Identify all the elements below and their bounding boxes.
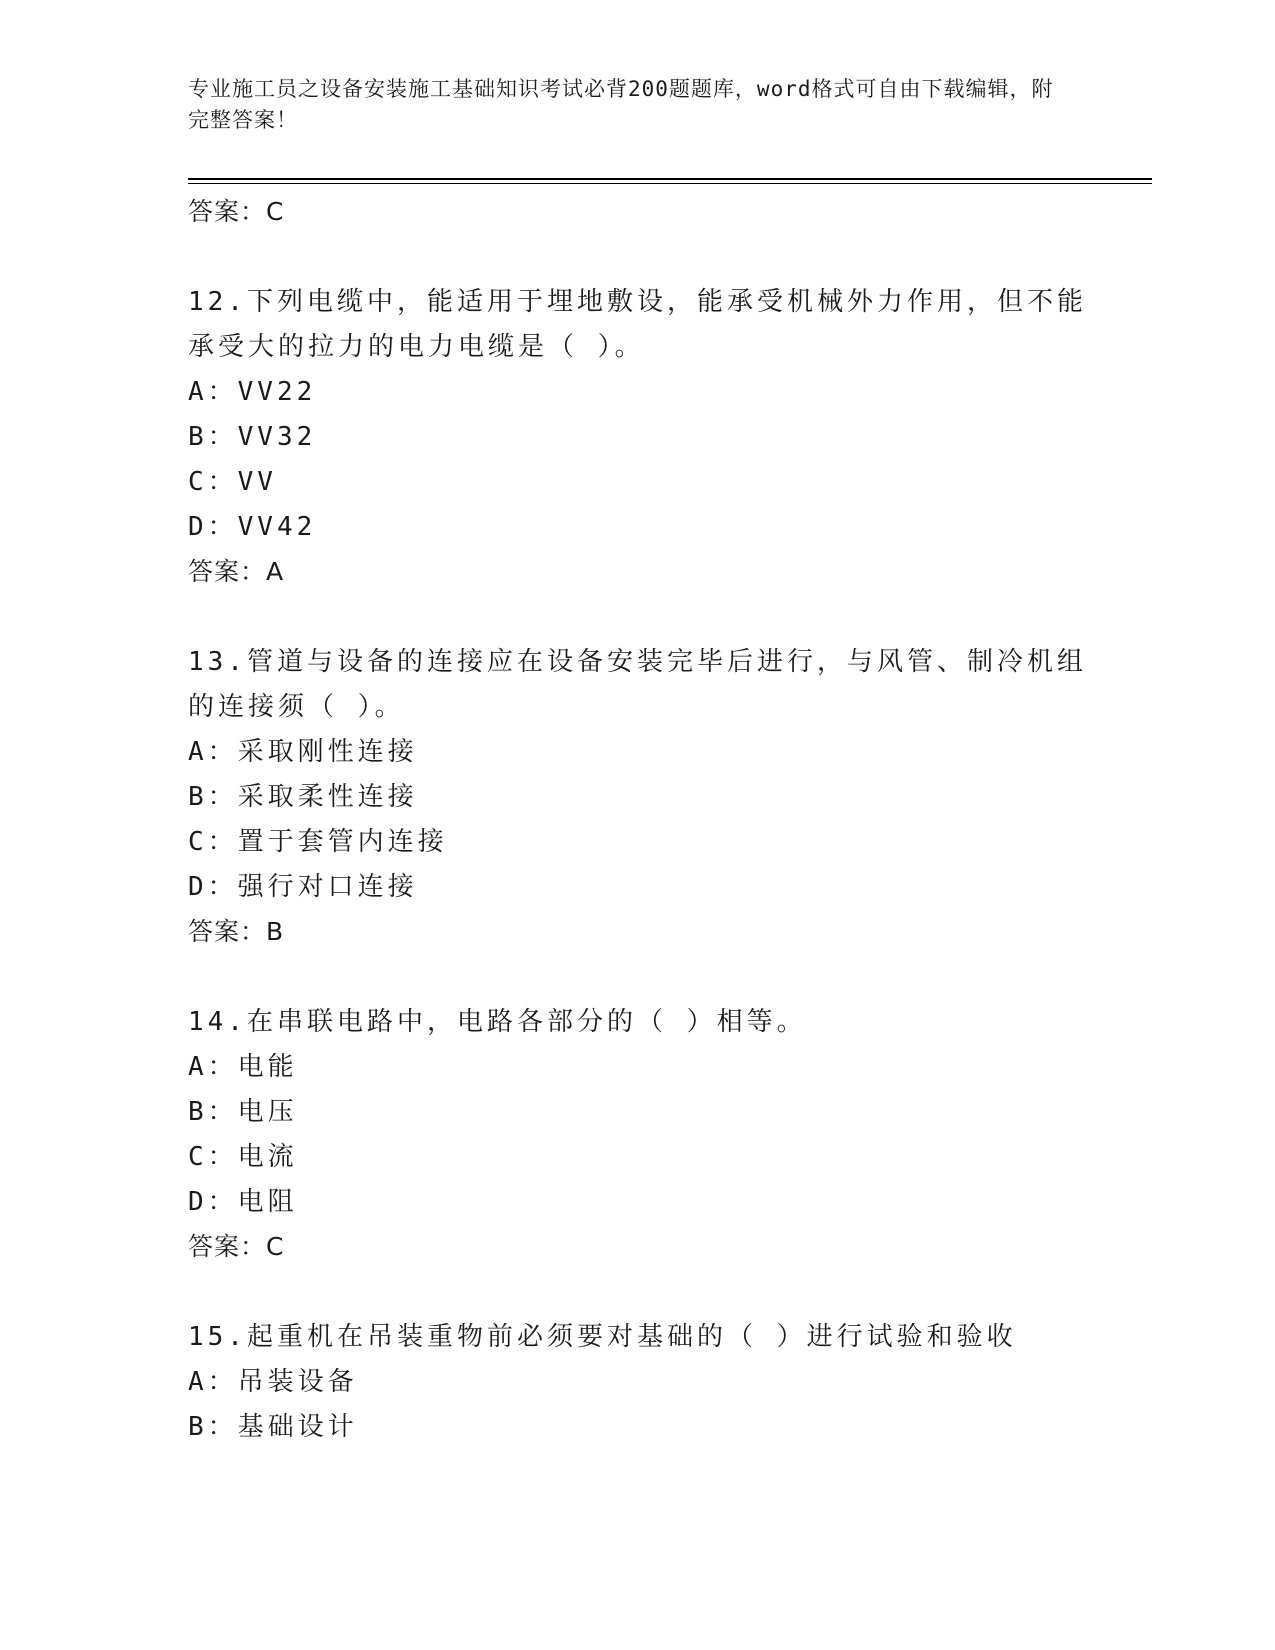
option-b: B：采取柔性连接 <box>188 782 418 812</box>
option-a: A：采取刚性连接 <box>188 737 418 767</box>
option-d: D：电阻 <box>188 1187 298 1217</box>
option-a: A：VV22 <box>188 377 317 407</box>
header-divider <box>188 178 1152 180</box>
option-d: D：强行对口连接 <box>188 872 418 902</box>
question-15 <box>188 1315 1088 1450</box>
option-c: C：置于套管内连接 <box>188 827 448 857</box>
option-a: A：电能 <box>188 1052 298 1082</box>
answer-line: 答案：C <box>188 1232 285 1261</box>
header-divider-thin <box>188 183 1152 184</box>
question-13 <box>188 640 1088 954</box>
document-body <box>188 190 1088 1450</box>
question-12 <box>188 280 1088 594</box>
option-a: A：吊装设备 <box>188 1367 358 1397</box>
answer-line: 答案：B <box>188 917 285 946</box>
question-14 <box>188 1000 1088 1269</box>
question-text: 13.管道与设备的连接应在设备安装完毕后进行，与风管、制冷机组的连接须（ ）。 <box>188 647 1087 722</box>
page-header: 专业施工员之设备安装施工基础知识考试必背200题题库，word格式可自由下载编辑，附完整答案！ <box>188 77 1054 132</box>
option-c: C：电流 <box>188 1142 298 1172</box>
option-c: C：VV <box>188 467 277 497</box>
answer-line: 答案：C <box>188 197 285 226</box>
option-d: D：VV42 <box>188 512 317 542</box>
option-b: B：VV32 <box>188 422 317 452</box>
option-b: B：电压 <box>188 1097 298 1127</box>
option-b: B：基础设计 <box>188 1412 358 1442</box>
question-text: 14.在串联电路中，电路各部分的（ ）相等。 <box>188 1007 807 1037</box>
answer-line: 答案：A <box>188 557 285 586</box>
question-text: 12.下列电缆中，能适用于埋地敷设，能承受机械外力作用，但不能承受大的拉力的电力电缆是（ ）。 <box>188 287 1087 362</box>
question-text: 15.起重机在吊装重物前必须要对基础的（ ）进行试验和验收 <box>188 1322 1017 1352</box>
